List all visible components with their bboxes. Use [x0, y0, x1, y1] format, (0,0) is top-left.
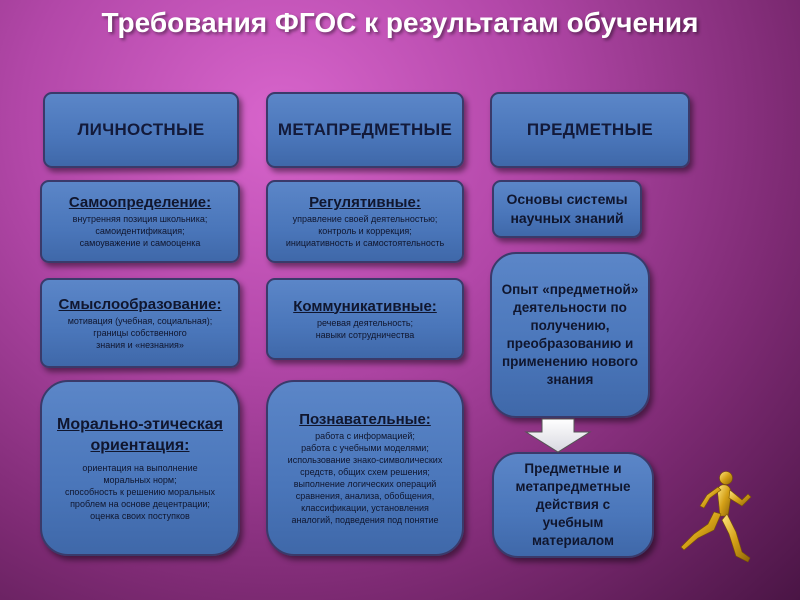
box-line: речевая деятельность;	[316, 317, 414, 328]
box-line: средств, общих схем решения;	[300, 466, 430, 477]
box-line: контроль и коррекция;	[318, 226, 412, 236]
box-self-determination	[40, 180, 240, 263]
header-meta	[266, 92, 464, 168]
header-subject	[490, 92, 690, 168]
box-line: ориентация на выполнение	[82, 463, 198, 473]
header-personal	[43, 92, 239, 168]
box-line: границы собственного	[93, 327, 187, 338]
box-line: внутренняя позиция школьника;	[72, 214, 208, 224]
box-line: инициативность и самостоятельность	[285, 238, 445, 248]
box-meaning-making	[40, 278, 240, 368]
box-line: выполнение логических операций	[293, 478, 437, 489]
box-title: Коммуникативные:	[293, 297, 437, 315]
box-title: Морально-этическая ориентация:	[57, 416, 223, 454]
box-line: сравнения, анализа, обобщения,	[295, 490, 435, 501]
box-line: моральных норм;	[103, 475, 177, 485]
box-regulatory	[266, 180, 464, 263]
header-personal-label: ЛИЧНОСТНЫЕ	[77, 120, 205, 139]
box-text: Предметные и метапредметные действия с учебным материалом	[515, 461, 631, 548]
box-text: Основы системы научных знаний	[506, 191, 628, 226]
box-line: оценка своих поступков	[90, 511, 190, 521]
box-title: Познавательные:	[299, 410, 431, 428]
box-line: работа с учебными моделями;	[301, 442, 429, 453]
box-title: Регулятивные:	[309, 194, 421, 211]
box-line: способность к решению моральных	[65, 487, 215, 497]
slide-title: Требования ФГОС к результатам обучения	[101, 7, 699, 38]
box-subject-actions	[492, 452, 654, 558]
down-arrow-icon	[518, 418, 598, 454]
box-line: мотивация (учебная, социальная);	[67, 315, 213, 326]
box-line: работа с информацией;	[315, 430, 415, 441]
box-line: самоидентификация;	[95, 226, 185, 236]
header-meta-label: МЕТАПРЕДМЕТНЫЕ	[277, 120, 453, 139]
box-text: Опыт «предметной» деятельности по получению, преобразованию и применению нового знания	[501, 282, 639, 387]
box-line: аналогий, подведения под понятие	[291, 514, 439, 525]
running-man-icon	[676, 468, 756, 568]
box-moral-ethical	[40, 380, 240, 556]
box-line: проблем на основе децентрации;	[70, 499, 210, 509]
header-subject-label: ПРЕДМЕТНЫЕ	[526, 120, 654, 139]
box-line: навыки сотрудничества	[315, 329, 415, 340]
box-line: знания и «незнания»	[96, 339, 184, 350]
box-communicative	[266, 278, 464, 360]
box-title: Самоопределение:	[68, 194, 212, 211]
box-scientific-basics	[492, 180, 642, 238]
box-line: самоуважение и самооценка	[79, 238, 201, 248]
box-title: Смыслообразование:	[58, 295, 222, 313]
box-subject-experience	[490, 252, 650, 418]
box-line: управление своей деятельностью;	[292, 214, 438, 224]
box-line: использование знако-символических	[287, 454, 443, 465]
box-line: классификации, установления	[301, 502, 429, 513]
box-cognitive	[266, 380, 464, 556]
